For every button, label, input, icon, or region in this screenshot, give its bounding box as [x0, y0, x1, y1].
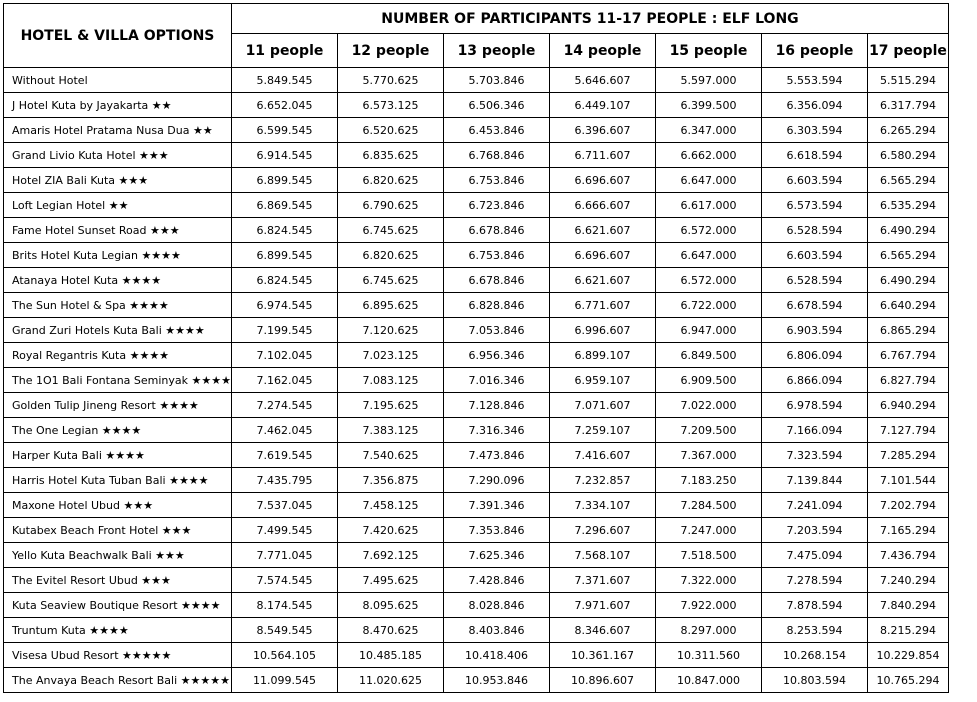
table-row: [4, 93, 949, 118]
price-cell: 8.549.545: [231, 618, 337, 643]
price-cell: 7.162.045: [231, 368, 337, 393]
price-cell: 6.303.594: [761, 118, 867, 143]
price-cell: 7.016.346: [443, 368, 549, 393]
price-cell: 7.334.107: [549, 493, 655, 518]
price-cell: 8.028.846: [443, 593, 549, 618]
table-row: [4, 493, 949, 518]
price-cell: 6.824.545: [231, 268, 337, 293]
price-cell: 6.572.000: [655, 268, 761, 293]
table-row: [4, 193, 949, 218]
price-cell: 8.470.625: [337, 618, 443, 643]
price-cell: 6.914.545: [231, 143, 337, 168]
price-cell: 6.647.000: [655, 168, 761, 193]
price-cell: 7.127.794: [867, 418, 948, 443]
price-cell: 6.696.607: [549, 243, 655, 268]
price-cell: 7.203.594: [761, 518, 867, 543]
price-cell: 6.745.625: [337, 268, 443, 293]
price-cell: 5.646.607: [549, 68, 655, 93]
price-cell: 7.458.125: [337, 493, 443, 518]
price-cell: 6.753.846: [443, 243, 549, 268]
price-cell: 6.820.625: [337, 243, 443, 268]
hotel-name-cell: The Evitel Resort Ubud ★★★: [4, 568, 232, 593]
price-cell: 7.475.094: [761, 543, 867, 568]
table-row: [4, 218, 949, 243]
price-cell: 8.297.000: [655, 618, 761, 643]
price-cell: 6.617.000: [655, 193, 761, 218]
table-row: [4, 68, 949, 93]
price-cell: 7.023.125: [337, 343, 443, 368]
table-row: [4, 593, 949, 618]
price-cell: 7.071.607: [549, 393, 655, 418]
price-cell: 6.820.625: [337, 168, 443, 193]
price-cell: 6.603.594: [761, 168, 867, 193]
table-row: [4, 318, 949, 343]
price-cell: 6.745.625: [337, 218, 443, 243]
hotel-name-cell: The 1O1 Bali Fontana Seminyak ★★★★: [4, 368, 232, 393]
price-cell: 7.971.607: [549, 593, 655, 618]
price-cell: 7.625.346: [443, 543, 549, 568]
price-cell: 6.347.000: [655, 118, 761, 143]
column-header: 11 people: [231, 34, 337, 68]
column-header: 15 people: [655, 34, 761, 68]
price-cell: 10.268.154: [761, 643, 867, 668]
price-cell: 6.723.846: [443, 193, 549, 218]
price-cell: 6.678.846: [443, 218, 549, 243]
price-cell: 7.323.594: [761, 443, 867, 468]
hotel-name-cell: Maxone Hotel Ubud ★★★: [4, 493, 232, 518]
price-cell: 6.490.294: [867, 268, 948, 293]
price-cell: 6.528.594: [761, 268, 867, 293]
hotel-name-cell: Loft Legian Hotel ★★: [4, 193, 232, 218]
header-row-group: [4, 4, 949, 34]
price-cell: 6.662.000: [655, 143, 761, 168]
price-cell: 7.692.125: [337, 543, 443, 568]
price-cell: 7.420.625: [337, 518, 443, 543]
price-cell: 6.771.607: [549, 293, 655, 318]
column-header: 14 people: [549, 34, 655, 68]
price-cell: 7.183.250: [655, 468, 761, 493]
price-cell: 7.391.346: [443, 493, 549, 518]
price-cell: 7.574.545: [231, 568, 337, 593]
price-cell: 6.824.545: [231, 218, 337, 243]
price-cell: 6.356.094: [761, 93, 867, 118]
price-cell: 6.899.545: [231, 168, 337, 193]
price-cell: 6.453.846: [443, 118, 549, 143]
table-body: [4, 68, 949, 693]
hotel-name-cell: Brits Hotel Kuta Legian ★★★★: [4, 243, 232, 268]
price-cell: 6.956.346: [443, 343, 549, 368]
price-cell: 7.428.846: [443, 568, 549, 593]
price-cell: 6.572.000: [655, 218, 761, 243]
price-cell: 10.485.185: [337, 643, 443, 668]
price-cell: 7.353.846: [443, 518, 549, 543]
price-cell: 6.869.545: [231, 193, 337, 218]
price-cell: 6.621.607: [549, 218, 655, 243]
price-cell: 10.361.167: [549, 643, 655, 668]
price-cell: 7.540.625: [337, 443, 443, 468]
table-row: [4, 418, 949, 443]
price-cell: 6.899.545: [231, 243, 337, 268]
price-cell: 7.259.107: [549, 418, 655, 443]
table-row: [4, 443, 949, 468]
price-cell: 6.866.094: [761, 368, 867, 393]
table-row: [4, 343, 949, 368]
table-row: [4, 293, 949, 318]
hotel-name-cell: Golden Tulip Jineng Resort ★★★★: [4, 393, 232, 418]
price-cell: 7.322.000: [655, 568, 761, 593]
price-cell: 6.565.294: [867, 168, 948, 193]
price-cell: 6.599.545: [231, 118, 337, 143]
price-cell: 10.896.607: [549, 668, 655, 693]
price-cell: 7.199.545: [231, 318, 337, 343]
hotel-name-cell: J Hotel Kuta by Jayakarta ★★: [4, 93, 232, 118]
price-cell: 7.278.594: [761, 568, 867, 593]
price-cell: 6.899.107: [549, 343, 655, 368]
price-cell: 6.317.794: [867, 93, 948, 118]
price-cell: 6.506.346: [443, 93, 549, 118]
price-cell: 6.449.107: [549, 93, 655, 118]
price-cell: 7.619.545: [231, 443, 337, 468]
price-cell: 6.865.294: [867, 318, 948, 343]
price-cell: 6.396.607: [549, 118, 655, 143]
price-cell: 6.621.607: [549, 268, 655, 293]
price-cell: 6.696.607: [549, 168, 655, 193]
price-cell: 8.095.625: [337, 593, 443, 618]
price-cell: 6.652.045: [231, 93, 337, 118]
price-cell: 6.828.846: [443, 293, 549, 318]
price-cell: 8.403.846: [443, 618, 549, 643]
price-cell: 7.371.607: [549, 568, 655, 593]
table-row: [4, 168, 949, 193]
price-cell: 6.678.594: [761, 293, 867, 318]
price-cell: 7.473.846: [443, 443, 549, 468]
price-cell: 7.367.000: [655, 443, 761, 468]
hotel-name-cell: Kuta Seaview Boutique Resort ★★★★: [4, 593, 232, 618]
price-cell: 6.827.794: [867, 368, 948, 393]
price-cell: 6.767.794: [867, 343, 948, 368]
table-row: [4, 118, 949, 143]
price-cell: 6.903.594: [761, 318, 867, 343]
table-row: [4, 468, 949, 493]
price-cell: 5.597.000: [655, 68, 761, 93]
hotel-name-cell: Without Hotel: [4, 68, 232, 93]
price-cell: 6.666.607: [549, 193, 655, 218]
price-cell: 7.383.125: [337, 418, 443, 443]
hotel-name-cell: Grand Livio Kuta Hotel ★★★: [4, 143, 232, 168]
price-cell: 7.296.607: [549, 518, 655, 543]
price-cell: 8.346.607: [549, 618, 655, 643]
price-cell: 6.618.594: [761, 143, 867, 168]
price-cell: 10.418.406: [443, 643, 549, 668]
price-cell: 7.139.844: [761, 468, 867, 493]
hotel-name-cell: The One Legian ★★★★: [4, 418, 232, 443]
price-cell: 6.909.500: [655, 368, 761, 393]
price-cell: 7.274.545: [231, 393, 337, 418]
price-cell: 7.316.346: [443, 418, 549, 443]
column-header: 16 people: [761, 34, 867, 68]
price-cell: 6.399.500: [655, 93, 761, 118]
price-cell: 5.770.625: [337, 68, 443, 93]
price-cell: 6.573.594: [761, 193, 867, 218]
price-cell: 6.490.294: [867, 218, 948, 243]
column-header: 12 people: [337, 34, 443, 68]
hotel-name-cell: Harris Hotel Kuta Tuban Bali ★★★★: [4, 468, 232, 493]
price-cell: 6.722.000: [655, 293, 761, 318]
price-cell: 6.959.107: [549, 368, 655, 393]
price-cell: 6.753.846: [443, 168, 549, 193]
table-row: [4, 543, 949, 568]
price-cell: 6.528.594: [761, 218, 867, 243]
table-row: [4, 668, 949, 693]
price-cell: 6.535.294: [867, 193, 948, 218]
price-cell: 7.083.125: [337, 368, 443, 393]
hotel-options-header: HOTEL & VILLA OPTIONS: [4, 4, 232, 68]
price-cell: 6.835.625: [337, 143, 443, 168]
participants-group-header: NUMBER OF PARTICIPANTS 11-17 PEOPLE : ELF LONG: [231, 4, 948, 34]
price-cell: 7.537.045: [231, 493, 337, 518]
price-cell: 7.771.045: [231, 543, 337, 568]
hotel-name-cell: Yello Kuta Beachwalk Bali ★★★: [4, 543, 232, 568]
price-cell: 7.053.846: [443, 318, 549, 343]
hotel-name-cell: Visesa Ubud Resort ★★★★★: [4, 643, 232, 668]
price-cell: 7.209.500: [655, 418, 761, 443]
price-cell: 6.647.000: [655, 243, 761, 268]
hotel-name-cell: Grand Zuri Hotels Kuta Bali ★★★★: [4, 318, 232, 343]
price-cell: 6.565.294: [867, 243, 948, 268]
price-cell: 10.311.560: [655, 643, 761, 668]
price-cell: 7.416.607: [549, 443, 655, 468]
price-cell: 7.102.045: [231, 343, 337, 368]
hotel-name-cell: The Sun Hotel & Spa ★★★★: [4, 293, 232, 318]
price-cell: 11.099.545: [231, 668, 337, 693]
price-cell: 7.128.846: [443, 393, 549, 418]
price-cell: 11.020.625: [337, 668, 443, 693]
price-cell: 7.499.545: [231, 518, 337, 543]
table-row: [4, 268, 949, 293]
hotel-name-cell: Amaris Hotel Pratama Nusa Dua ★★: [4, 118, 232, 143]
price-cell: 6.768.846: [443, 143, 549, 168]
price-cell: 5.553.594: [761, 68, 867, 93]
price-cell: 7.165.294: [867, 518, 948, 543]
column-header: 17 people: [867, 34, 948, 68]
price-cell: 7.101.544: [867, 468, 948, 493]
price-cell: 7.120.625: [337, 318, 443, 343]
price-cell: 6.265.294: [867, 118, 948, 143]
price-cell: 7.462.045: [231, 418, 337, 443]
hotel-name-cell: The Anvaya Beach Resort Bali ★★★★★: [4, 668, 232, 693]
price-cell: 6.849.500: [655, 343, 761, 368]
price-cell: 6.947.000: [655, 318, 761, 343]
table-row: [4, 568, 949, 593]
price-cell: 7.285.294: [867, 443, 948, 468]
table-header: [4, 4, 949, 68]
price-cell: 6.895.625: [337, 293, 443, 318]
price-cell: 7.232.857: [549, 468, 655, 493]
price-cell: 7.284.500: [655, 493, 761, 518]
price-cell: 7.356.875: [337, 468, 443, 493]
price-cell: 7.240.294: [867, 568, 948, 593]
price-cell: 7.922.000: [655, 593, 761, 618]
price-cell: 7.247.000: [655, 518, 761, 543]
price-cell: 6.603.594: [761, 243, 867, 268]
hotel-name-cell: Hotel ZIA Bali Kuta ★★★: [4, 168, 232, 193]
price-cell: 7.166.094: [761, 418, 867, 443]
hotel-name-cell: Kutabex Beach Front Hotel ★★★: [4, 518, 232, 543]
hotel-name-cell: Atanaya Hotel Kuta ★★★★: [4, 268, 232, 293]
price-cell: 10.953.846: [443, 668, 549, 693]
price-cell: 7.518.500: [655, 543, 761, 568]
price-cell: 7.022.000: [655, 393, 761, 418]
price-cell: 5.515.294: [867, 68, 948, 93]
price-cell: 6.978.594: [761, 393, 867, 418]
price-cell: 7.568.107: [549, 543, 655, 568]
price-cell: 7.436.794: [867, 543, 948, 568]
hotel-name-cell: Truntum Kuta ★★★★: [4, 618, 232, 643]
price-cell: 6.678.846: [443, 268, 549, 293]
table-row: [4, 393, 949, 418]
price-cell: 5.849.545: [231, 68, 337, 93]
price-cell: 6.974.545: [231, 293, 337, 318]
price-cell: 6.996.607: [549, 318, 655, 343]
hotel-name-cell: Fame Hotel Sunset Road ★★★: [4, 218, 232, 243]
table-row: [4, 368, 949, 393]
price-cell: 7.195.625: [337, 393, 443, 418]
table-row: [4, 618, 949, 643]
price-cell: 6.520.625: [337, 118, 443, 143]
price-cell: 10.803.594: [761, 668, 867, 693]
price-cell: 5.703.846: [443, 68, 549, 93]
price-cell: 10.229.854: [867, 643, 948, 668]
price-cell: 10.564.105: [231, 643, 337, 668]
table-row: [4, 143, 949, 168]
price-table: [3, 3, 949, 693]
price-cell: 10.765.294: [867, 668, 948, 693]
price-cell: 7.435.795: [231, 468, 337, 493]
price-cell: 8.253.594: [761, 618, 867, 643]
price-cell: 6.573.125: [337, 93, 443, 118]
price-cell: 6.711.607: [549, 143, 655, 168]
price-cell: 7.840.294: [867, 593, 948, 618]
table-row: [4, 643, 949, 668]
price-cell: 7.202.794: [867, 493, 948, 518]
table-row: [4, 518, 949, 543]
price-cell: 6.580.294: [867, 143, 948, 168]
price-cell: 7.878.594: [761, 593, 867, 618]
price-cell: 7.241.094: [761, 493, 867, 518]
price-cell: 10.847.000: [655, 668, 761, 693]
price-cell: 8.215.294: [867, 618, 948, 643]
price-cell: 8.174.545: [231, 593, 337, 618]
table-row: [4, 243, 949, 268]
price-cell: 6.640.294: [867, 293, 948, 318]
hotel-name-cell: Harper Kuta Bali ★★★★: [4, 443, 232, 468]
price-cell: 7.495.625: [337, 568, 443, 593]
price-cell: 6.790.625: [337, 193, 443, 218]
hotel-name-cell: Royal Regantris Kuta ★★★★: [4, 343, 232, 368]
column-header: 13 people: [443, 34, 549, 68]
price-cell: 7.290.096: [443, 468, 549, 493]
price-cell: 6.940.294: [867, 393, 948, 418]
price-cell: 6.806.094: [761, 343, 867, 368]
